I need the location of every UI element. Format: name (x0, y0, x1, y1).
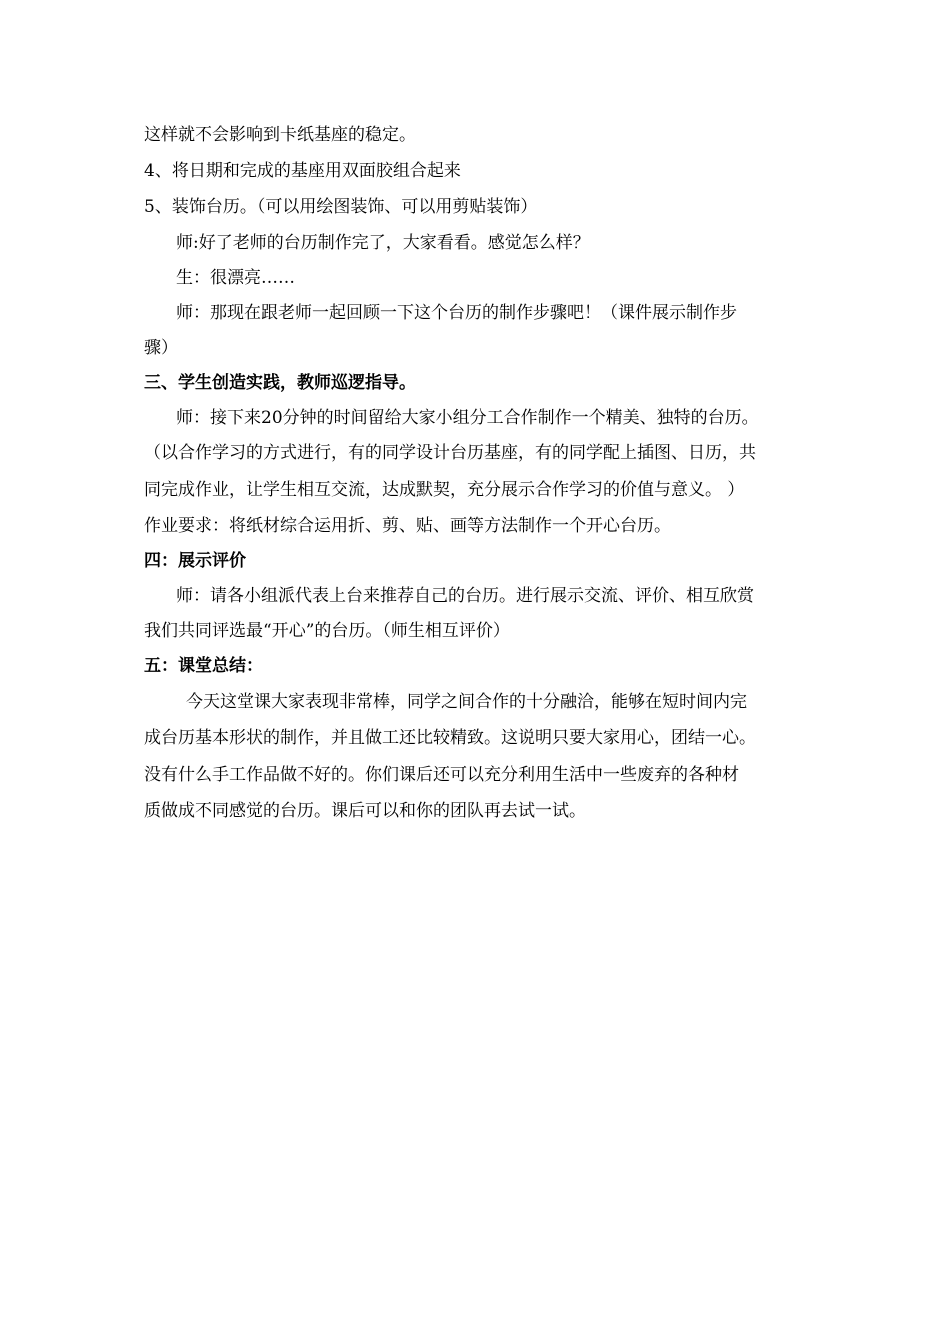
text-line: 4、将日期和完成的基座用双面胶组合起来 (144, 161, 461, 181)
text-line: 师：那现在跟老师一起回顾一下这个台历的制作步骤吧！（课件展示制作步 (176, 303, 737, 323)
text-line: 成台历基本形状的制作，并且做工还比较精致。这说明只要大家用心，团结一心。 (144, 728, 756, 748)
text-line: 骤） (144, 338, 178, 358)
text-line: 没有什么手工作品做不好的。你们课后还可以充分利用生活中一些废弃的各种材 (144, 765, 739, 785)
text-line: 5、装饰台历。（可以用绘图装饰、可以用剪贴装饰） (144, 197, 538, 217)
text-line: 质做成不同感觉的台历。课后可以和你的团队再去试一试。 (144, 801, 586, 821)
text-line: 这样就不会影响到卡纸基座的稳定。 (144, 125, 416, 145)
text-line: 生：很漂亮…… (176, 268, 295, 288)
text-line: 同完成作业，让学生相互交流，达成默契，充分展示合作学习的价值与意义。 ） (144, 480, 745, 500)
text-line: 师：接下来20分钟的时间留给大家小组分工合作制作一个精美、独特的台历。 (176, 408, 759, 428)
text-line: 作业要求：将纸材综合运用折、剪、贴、画等方法制作一个开心台历。 (144, 516, 671, 536)
text-line: 今天这堂课大家表现非常棒，同学之间合作的十分融洽，能够在短时间内完 (186, 692, 747, 712)
text-line: （以合作学习的方式进行，有的同学设计台历基座，有的同学配上插图、日历，共 (144, 443, 756, 463)
text-line: 我们共同评选最“开心”的台历。（师生相互评价） (144, 621, 510, 641)
section-heading: 三、学生创造实践，教师巡逻指导。 (144, 373, 416, 393)
text-line: 师:好了老师的台历制作完了，大家看看。感觉怎么样？ (176, 233, 590, 253)
section-heading: 五：课堂总结： (144, 656, 263, 676)
section-heading: 四：展示评价 (144, 551, 246, 571)
text-line: 师：请各小组派代表上台来推荐自己的台历。进行展示交流、评价、相互欣赏 (176, 586, 754, 606)
